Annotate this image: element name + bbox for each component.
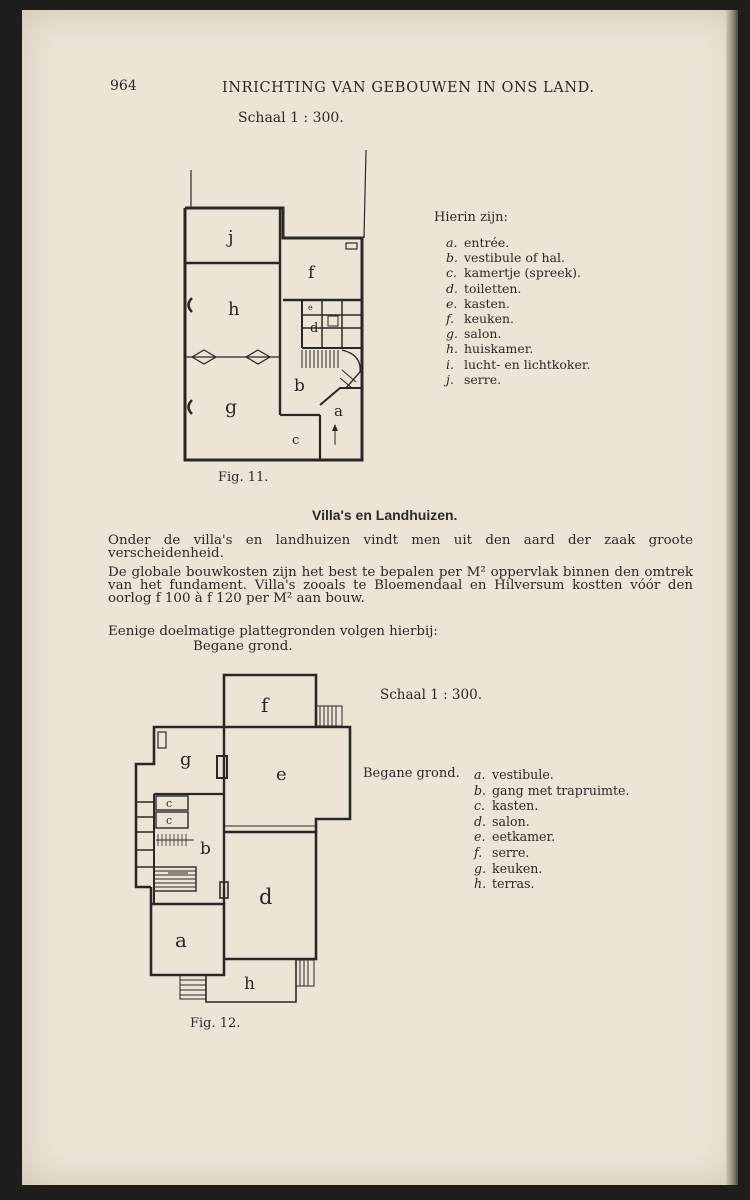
section-heading: Villa's en Landhuizen. bbox=[312, 507, 458, 523]
legend-item: i. lucht- en lichtkoker. bbox=[446, 356, 591, 372]
running-title: INRICHTING VAN GEBOUWEN IN ONS LAND. bbox=[222, 80, 595, 96]
legend-item: a. entrée. bbox=[446, 235, 510, 250]
legend-item: d. toiletten. bbox=[446, 280, 522, 296]
fig11-label-h: h bbox=[228, 299, 240, 320]
fig11-label-d: d bbox=[310, 321, 319, 336]
paragraph-2: De globale bouwkosten zijn het best te bepalen per M² oppervlak binnen den omtrek van het fundament. Villa's zooals te Bloemendaal en Hilversum kostten vóór den oorlog f 100 à f 120 per M² aan bouw. bbox=[108, 565, 693, 606]
fig11-label-f: f bbox=[308, 263, 315, 283]
page-number: 964 bbox=[110, 78, 137, 94]
intro-line: Eenige doelmatige plattegronden volgen hierbij: bbox=[108, 624, 438, 639]
legend-item: g. salon. bbox=[446, 326, 502, 342]
figure12-legend bbox=[474, 767, 629, 892]
fig11-label-c: c bbox=[292, 433, 300, 448]
fig12-label-a: a bbox=[175, 928, 187, 952]
paragraph-1: Onder de villa's en landhuizen vindt men uit den aard der zaak groote verscheidenheid. bbox=[108, 533, 693, 561]
figure11-floor-plan bbox=[170, 150, 370, 465]
legend-item: h. terras. bbox=[474, 876, 535, 892]
figure11-legend-title: Hierin zijn: bbox=[434, 210, 508, 225]
legend-item: f. serre. bbox=[474, 844, 530, 860]
legend-item: c. kasten. bbox=[474, 798, 539, 814]
fig12-label-f: f bbox=[261, 693, 269, 717]
figure12-caption: Fig. 12. bbox=[190, 1016, 241, 1031]
figure11-caption: Fig. 11. bbox=[218, 470, 269, 485]
legend-item: j. serre. bbox=[446, 371, 502, 387]
fig11-label-a: a bbox=[334, 402, 343, 420]
legend-item: d. salon. bbox=[474, 813, 530, 829]
fig12-label-e: e bbox=[276, 764, 287, 785]
fig11-label-b: b bbox=[294, 376, 305, 396]
figure12-floor-plan bbox=[128, 672, 358, 1007]
fig12-label-h: h bbox=[244, 974, 255, 994]
legend-item: e. eetkamer. bbox=[474, 829, 556, 845]
legend-item: e. kasten. bbox=[446, 295, 510, 311]
figure12-legend-title: Begane grond. bbox=[363, 766, 460, 781]
fig12-label-g: g bbox=[180, 749, 192, 770]
fig12-label-c: c bbox=[166, 797, 173, 810]
legend-item: g. keuken. bbox=[474, 860, 543, 876]
figure12-scale: Schaal 1 : 300. bbox=[380, 687, 482, 703]
fig11-label-j: j bbox=[228, 227, 234, 248]
fig11-label-g: g bbox=[225, 396, 238, 418]
legend-item: f. keuken. bbox=[446, 311, 515, 327]
legend-item: b. gang met trapruimte. bbox=[474, 782, 630, 798]
legend-item: b. vestibule of hal. bbox=[446, 250, 565, 266]
subheading-begane-grond: Begane grond. bbox=[193, 639, 293, 654]
figure11-legend bbox=[446, 235, 590, 387]
legend-item: h. huiskamer. bbox=[446, 341, 534, 357]
figure11-scale: Schaal 1 : 300. bbox=[238, 110, 344, 126]
fig12-label-b: b bbox=[200, 839, 211, 859]
legend-item: a. vestibule. bbox=[474, 767, 554, 782]
page-spine-edge bbox=[726, 10, 738, 1185]
fig11-label-e: e bbox=[308, 303, 313, 312]
fig12-label-c2: c bbox=[166, 814, 173, 827]
fig12-label-d: d bbox=[259, 885, 273, 909]
legend-item: c. kamertje (spreek). bbox=[446, 265, 582, 281]
